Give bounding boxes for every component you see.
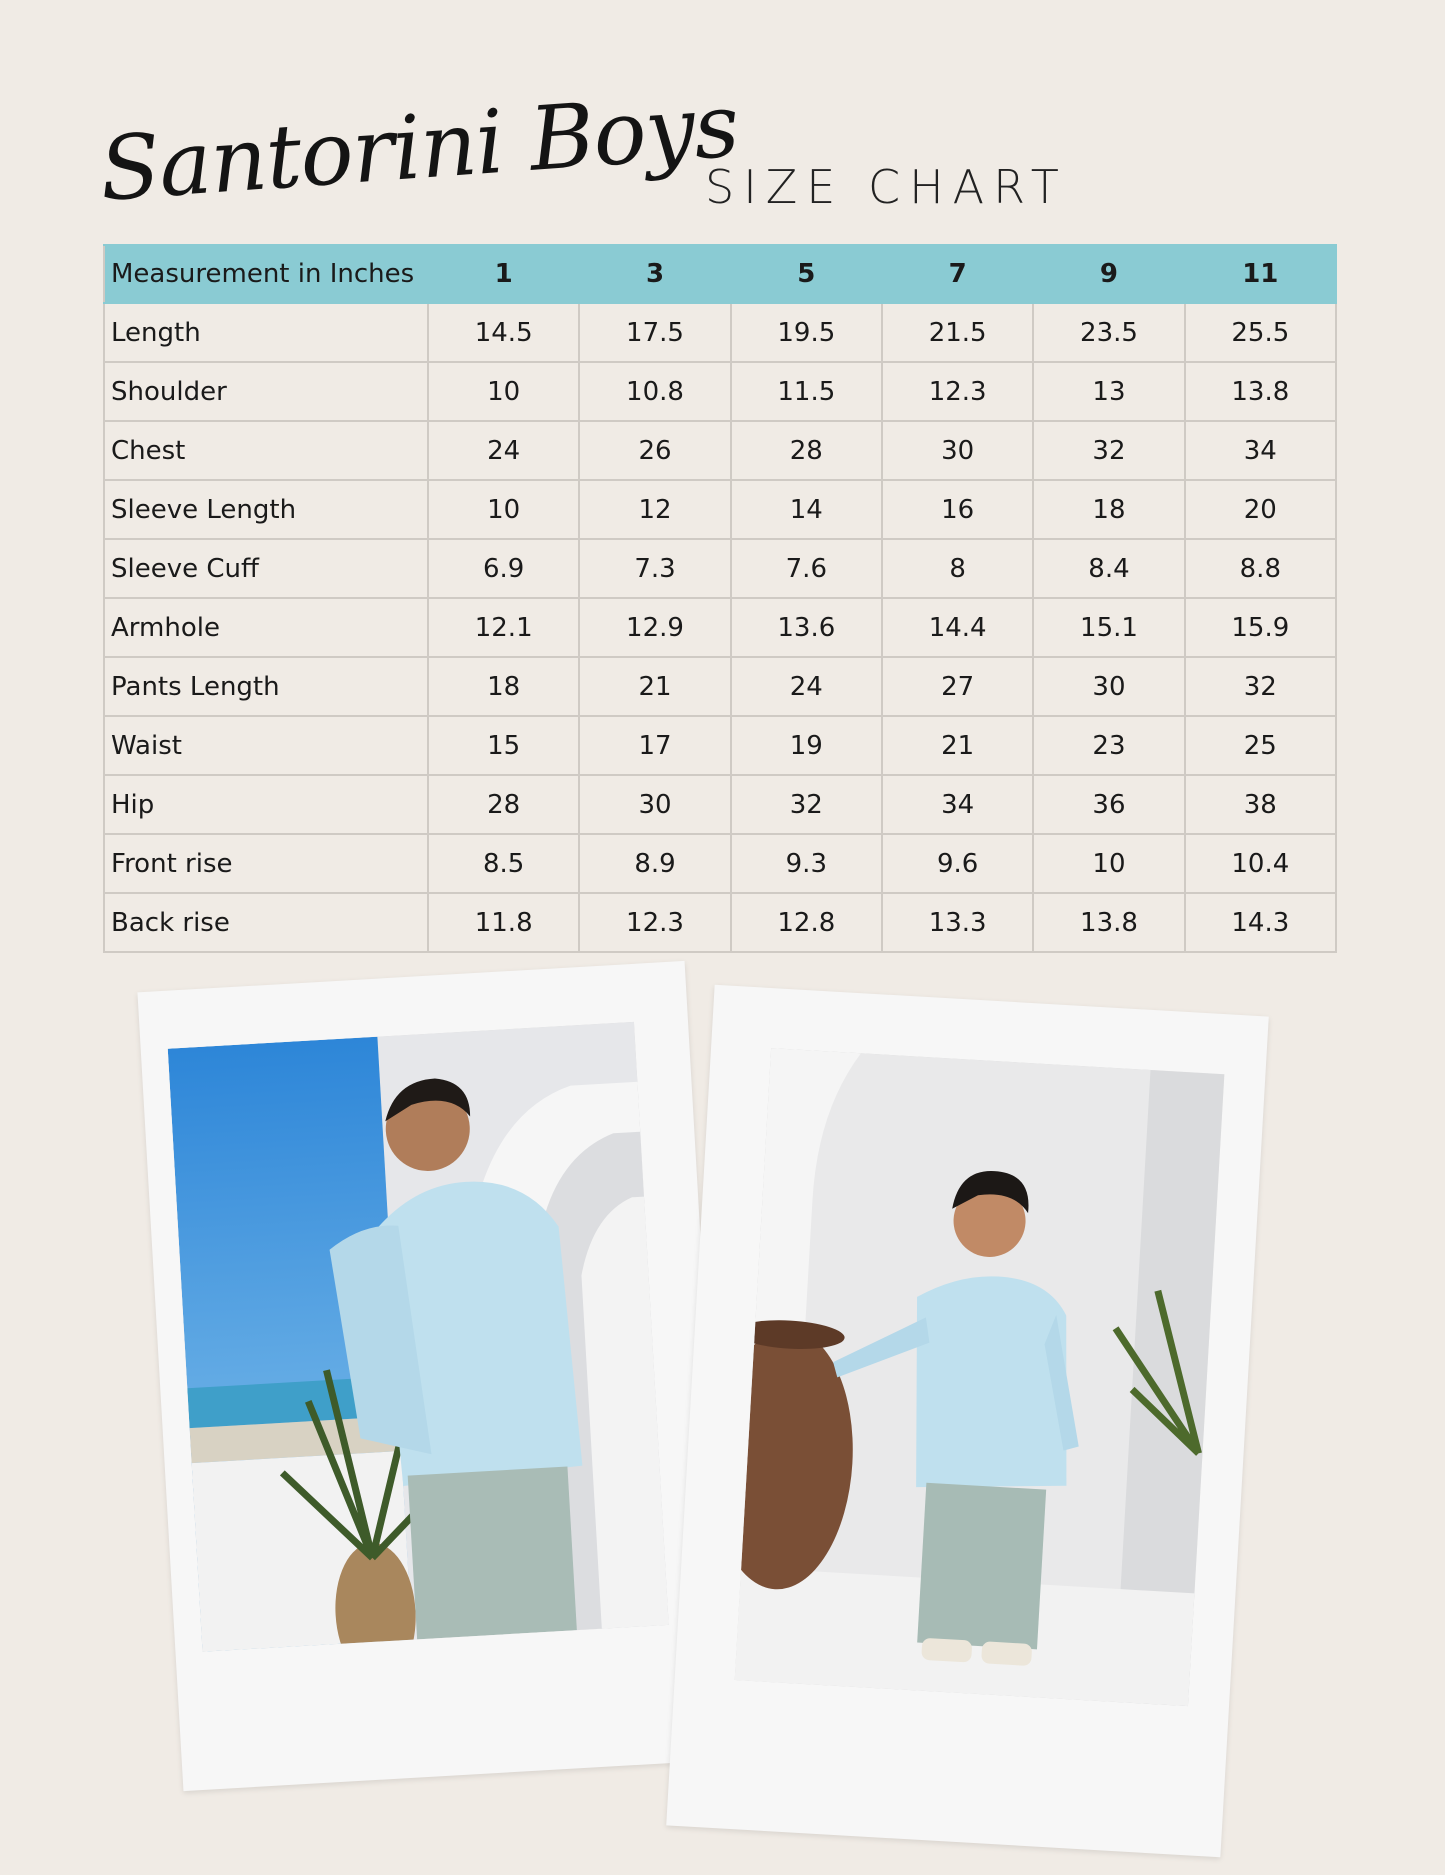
table-row (104, 598, 1336, 657)
measurement-value: 17 (579, 716, 730, 775)
measurement-value: 13 (1033, 362, 1184, 421)
measurement-label: Sleeve Cuff (104, 539, 428, 598)
table-row (104, 716, 1336, 775)
measurement-value: 27 (882, 657, 1033, 716)
polaroid-photo-adult (137, 961, 730, 1791)
measurement-label: Chest (104, 421, 428, 480)
measurement-value: 28 (428, 775, 579, 834)
measurement-label: Shoulder (104, 362, 428, 421)
measurement-value: 32 (731, 775, 882, 834)
measurement-value: 32 (1033, 421, 1184, 480)
table-row (104, 539, 1336, 598)
measurement-value: 34 (882, 775, 1033, 834)
collection-title: Santorini Boys (96, 73, 742, 221)
measurement-value: 12 (579, 480, 730, 539)
measurement-value: 21 (579, 657, 730, 716)
measurement-value: 10 (428, 362, 579, 421)
model-photo-boy (735, 1048, 1225, 1706)
measurement-value: 11.8 (428, 893, 579, 952)
table-row (104, 303, 1336, 362)
measurement-label: Front rise (104, 834, 428, 893)
measurement-value: 12.9 (579, 598, 730, 657)
size-chart-heading: SIZE CHART (705, 160, 1068, 214)
measurement-value: 14 (731, 480, 882, 539)
measurement-value: 20 (1185, 480, 1336, 539)
size-header: 11 (1185, 245, 1336, 303)
table-row (104, 362, 1336, 421)
measurement-value: 25.5 (1185, 303, 1336, 362)
measurement-label: Pants Length (104, 657, 428, 716)
size-header: 7 (882, 245, 1033, 303)
measurement-value: 8.8 (1185, 539, 1336, 598)
measurement-value: 7.3 (579, 539, 730, 598)
measurement-value: 15.9 (1185, 598, 1336, 657)
measurement-value: 10 (1033, 834, 1184, 893)
table-header-row (104, 245, 1336, 303)
measurement-value: 14.4 (882, 598, 1033, 657)
measurement-label: Back rise (104, 893, 428, 952)
measurement-value: 10.8 (579, 362, 730, 421)
measurement-value: 21.5 (882, 303, 1033, 362)
measurement-value: 8 (882, 539, 1033, 598)
measurement-value: 17.5 (579, 303, 730, 362)
measurement-value: 18 (1033, 480, 1184, 539)
measurement-value: 34 (1185, 421, 1336, 480)
measurement-unit-header: Measurement in Inches (104, 245, 428, 303)
measurement-value: 18 (428, 657, 579, 716)
measurement-value: 32 (1185, 657, 1336, 716)
measurement-value: 36 (1033, 775, 1184, 834)
measurement-value: 12.3 (882, 362, 1033, 421)
measurement-value: 10 (428, 480, 579, 539)
measurement-value: 9.3 (731, 834, 882, 893)
measurement-label: Length (104, 303, 428, 362)
measurement-value: 13.6 (731, 598, 882, 657)
measurement-value: 9.6 (882, 834, 1033, 893)
measurement-value: 23.5 (1033, 303, 1184, 362)
measurement-value: 7.6 (731, 539, 882, 598)
measurement-value: 25 (1185, 716, 1336, 775)
measurement-value: 26 (579, 421, 730, 480)
measurement-value: 21 (882, 716, 1033, 775)
measurement-label: Armhole (104, 598, 428, 657)
measurement-value: 8.4 (1033, 539, 1184, 598)
measurement-value: 19.5 (731, 303, 882, 362)
measurement-value: 19 (731, 716, 882, 775)
measurement-value: 8.5 (428, 834, 579, 893)
size-header: 1 (428, 245, 579, 303)
measurement-value: 13.8 (1033, 893, 1184, 952)
measurement-label: Waist (104, 716, 428, 775)
measurement-value: 30 (579, 775, 730, 834)
measurement-value: 12.1 (428, 598, 579, 657)
measurement-value: 30 (1033, 657, 1184, 716)
size-header: 9 (1033, 245, 1184, 303)
table-row (104, 421, 1336, 480)
table-row (104, 480, 1336, 539)
measurement-value: 14.5 (428, 303, 579, 362)
measurement-label: Hip (104, 775, 428, 834)
polaroid-photo-boy (666, 985, 1269, 1858)
measurement-value: 10.4 (1185, 834, 1336, 893)
measurement-value: 6.9 (428, 539, 579, 598)
measurement-value: 16 (882, 480, 1033, 539)
measurement-value: 12.3 (579, 893, 730, 952)
measurement-value: 38 (1185, 775, 1336, 834)
table-row (104, 775, 1336, 834)
table-row (104, 834, 1336, 893)
page-header (96, 60, 1340, 250)
model-photo-man (168, 1022, 669, 1652)
measurement-value: 28 (731, 421, 882, 480)
table-row (104, 657, 1336, 716)
size-header: 5 (731, 245, 882, 303)
measurement-value: 13.3 (882, 893, 1033, 952)
measurement-value: 24 (731, 657, 882, 716)
size-header: 3 (579, 245, 730, 303)
measurement-value: 11.5 (731, 362, 882, 421)
measurement-value: 12.8 (731, 893, 882, 952)
measurement-value: 30 (882, 421, 1033, 480)
measurement-value: 23 (1033, 716, 1184, 775)
measurement-label: Sleeve Length (104, 480, 428, 539)
measurement-value: 14.3 (1185, 893, 1336, 952)
measurement-value: 13.8 (1185, 362, 1336, 421)
table-row (104, 893, 1336, 952)
size-chart-table (103, 244, 1337, 953)
measurement-value: 8.9 (579, 834, 730, 893)
measurement-value: 15 (428, 716, 579, 775)
measurement-value: 15.1 (1033, 598, 1184, 657)
measurement-value: 24 (428, 421, 579, 480)
